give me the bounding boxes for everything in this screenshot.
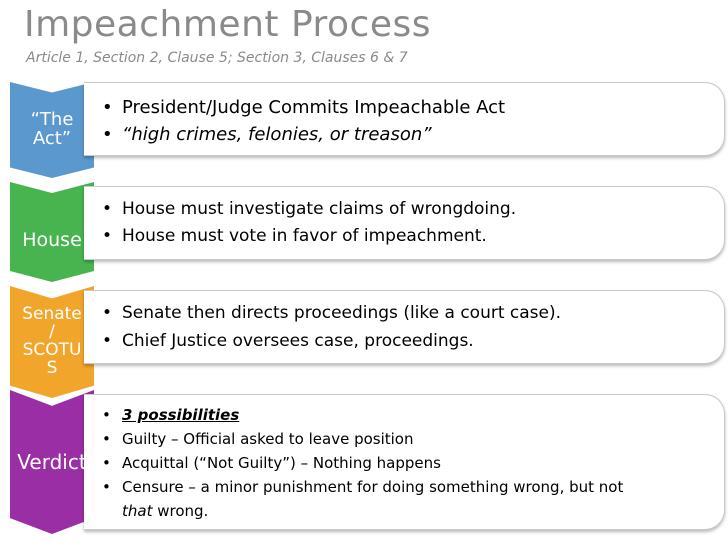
bullet: • “high crimes, felonies, or treason” xyxy=(122,121,724,148)
step-senate-scotus xyxy=(0,290,728,378)
bullet: • Chief Justice oversees case, proceedings. xyxy=(122,327,724,355)
step-senate-scotus-label: Senate / SCOTU S xyxy=(10,286,94,398)
slide-subtitle: Article 1, Section 2, Clause 5; Section 3, Clauses 6 & 7 xyxy=(26,50,408,66)
step-the-act-label: “The Act” xyxy=(10,82,94,178)
bullet: • Guilty – Official asked to leave position xyxy=(122,427,724,451)
bullet: • House must investigate claims of wrongdoing. xyxy=(122,196,724,223)
bullet: • House must vote in favor of impeachment. xyxy=(122,223,724,250)
bullet: • President/Judge Commits Impeachable Act xyxy=(122,94,724,121)
slide-title: Impeachment Process xyxy=(24,4,432,45)
step-verdict xyxy=(0,394,728,530)
step-the-act-content xyxy=(84,82,725,156)
step-house-content xyxy=(84,186,725,260)
step-house xyxy=(0,186,728,260)
step-verdict-content xyxy=(84,394,725,530)
step-senate-scotus-content xyxy=(84,290,725,364)
bullet: • Censure – a minor punishment for doing something wrong, but not that wrong. xyxy=(122,475,724,523)
bullet: • 3 possibilities xyxy=(122,403,724,427)
step-house-label: House xyxy=(10,182,94,282)
step-verdict-label: Verdict xyxy=(10,390,94,534)
step-the-act xyxy=(0,82,728,156)
bullet: • Senate then directs proceedings (like a court case). xyxy=(122,299,724,327)
bullet: • Acquittal (“Not Guilty”) – Nothing happens xyxy=(122,451,724,475)
